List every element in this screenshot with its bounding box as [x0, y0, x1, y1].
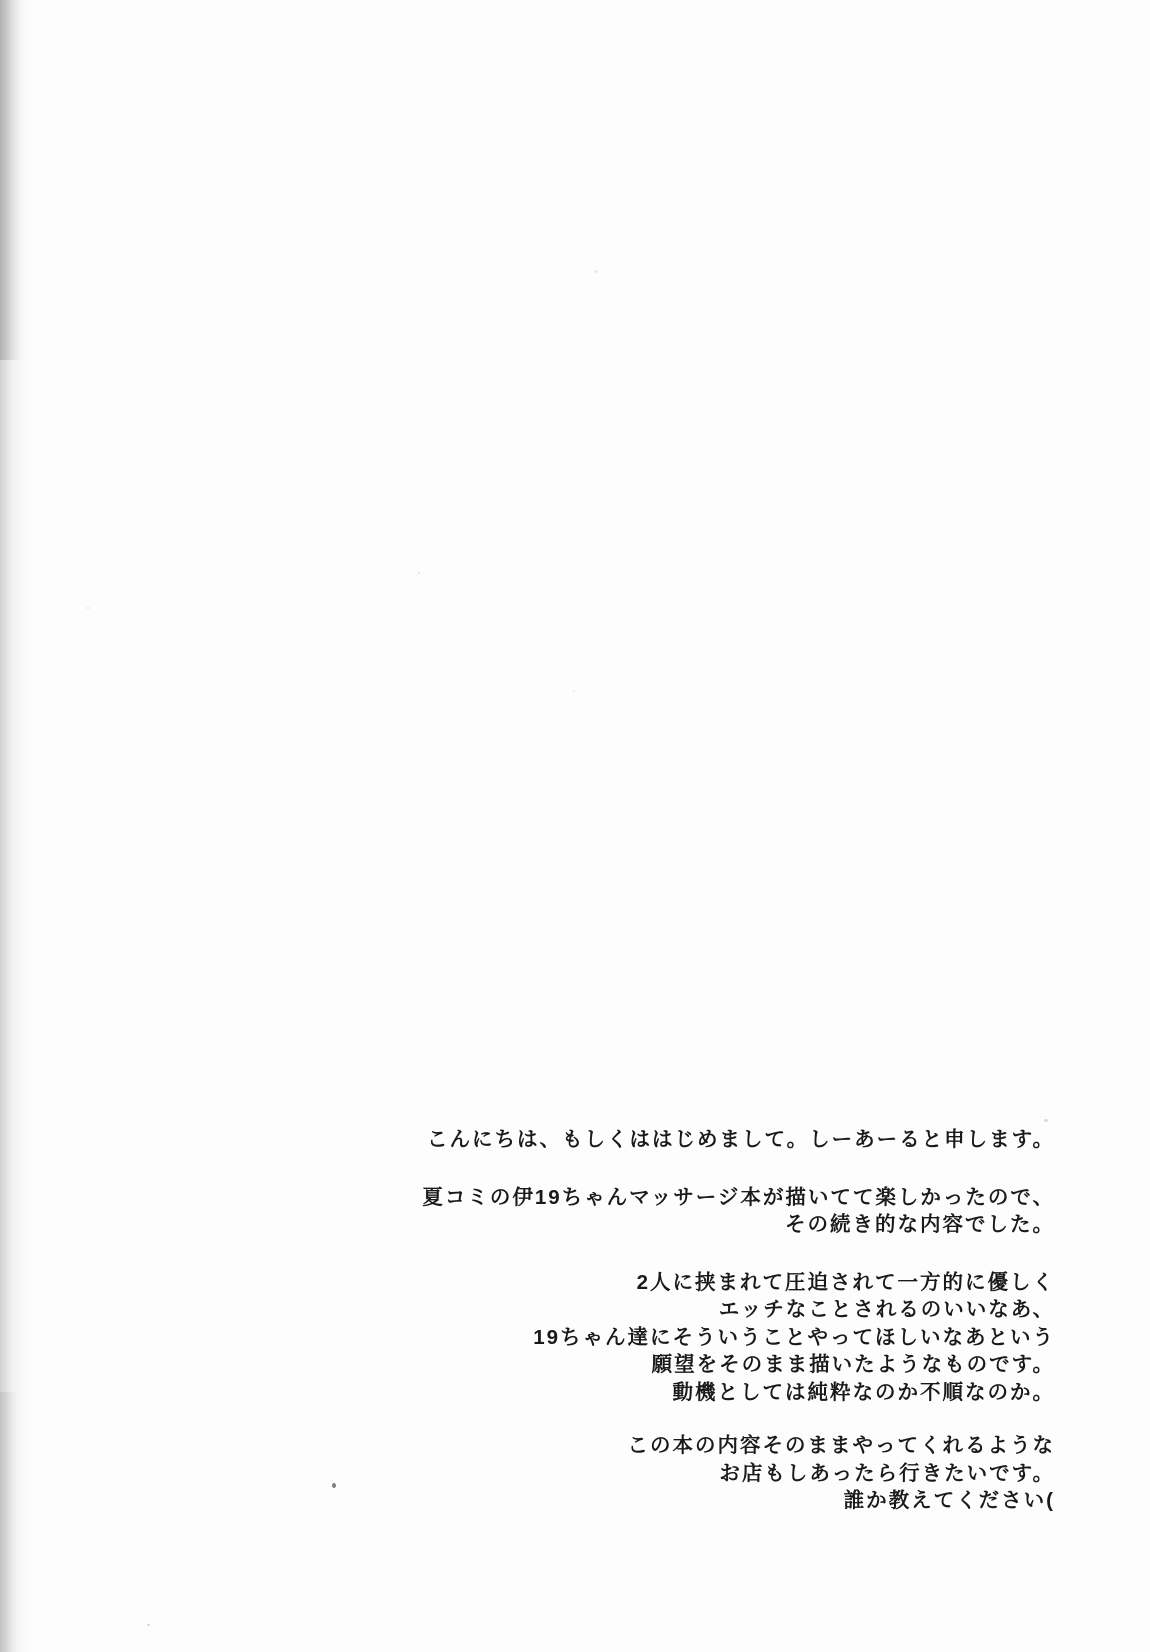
- afterword-line: 19ちゃん達にそういうことやってほしいなあという: [533, 1325, 1055, 1349]
- afterword-line: お店もしあったら行きたいです。: [719, 1461, 1055, 1485]
- dust-speck: [418, 572, 420, 574]
- dust-speck: [87, 607, 89, 609]
- dust-speck: [573, 690, 575, 692]
- dust-speck: [147, 1624, 150, 1626]
- afterword-line: この本の内容そのままやってくれるような: [627, 1434, 1055, 1457]
- afterword-line: 動機としては純粋なのか不順なのか。: [672, 1380, 1055, 1404]
- afterword-line: 誰か教えてください(: [843, 1489, 1055, 1512]
- afterword-line: エッチなことされるのいいなあ、: [718, 1298, 1055, 1321]
- afterword-line: 願望をそのまま描いたようなものです。: [651, 1353, 1055, 1376]
- afterword-paragraph: [335, 1126, 1055, 1154]
- afterword-line: 夏コミの伊19ちゃんマッサージ本が描いてて楽しかったので、: [422, 1185, 1055, 1209]
- afterword-paragraph: [335, 1269, 1055, 1407]
- dust-speck: [594, 270, 598, 273]
- dust-speck: [1044, 1119, 1048, 1122]
- page-left-scan-shadow: [0, 0, 30, 1652]
- page-left-scan-shadow-top: [0, 0, 22, 360]
- afterword-paragraph: [335, 1184, 1055, 1239]
- afterword-line: 2人に挟まれて圧迫されて一方的に優しく: [636, 1270, 1055, 1294]
- afterword-text-block: [335, 1126, 1055, 1515]
- afterword-paragraph: [335, 1432, 1055, 1515]
- page-left-scan-shadow-bottom: [0, 1392, 18, 1652]
- afterword-line: こんにちは、もしくははじめまして。しーあーると申します。: [427, 1128, 1055, 1151]
- afterword-line: その続き的な内容でした。: [785, 1213, 1055, 1236]
